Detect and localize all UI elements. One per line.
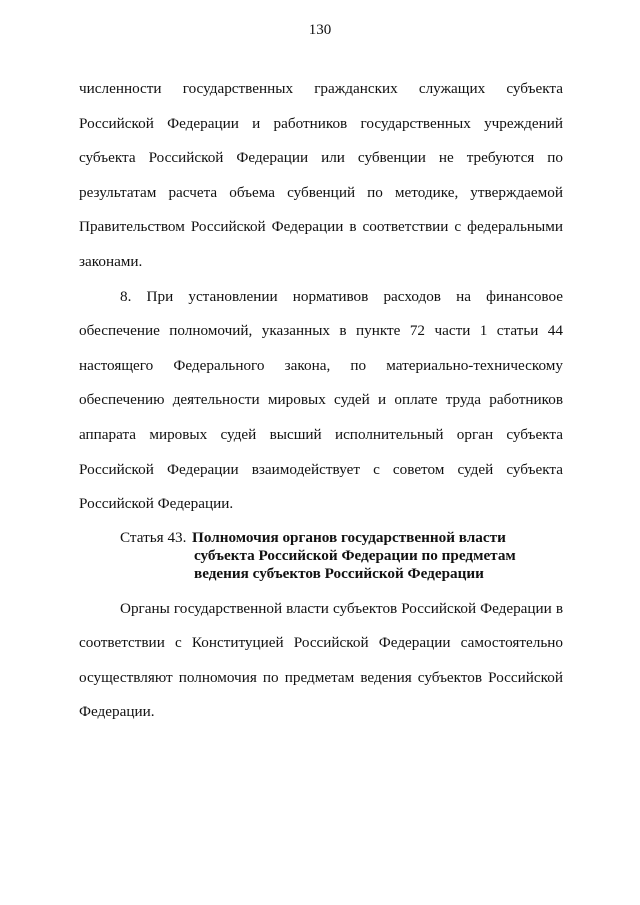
document-body [79,72,563,730]
text-line: результатам расчета объема субвенций по методике, утверждаемой [79,183,563,201]
article-heading [79,529,563,584]
text-line: аппарата мировых судей высший исполнительный орган субъекта [79,425,563,443]
paragraph-3 [79,592,563,730]
text-line: численности государственных гражданских служащих субъекта [79,80,563,97]
text-line: Российской Федерации взаимодействует с советом судей субъекта [79,460,563,478]
text-line: субъекта Российской Федерации или субвенции не требуются по [79,149,563,167]
text-line: 8. При установлении нормативов расходов на финансовое [120,287,563,305]
text-line: Органы государственной власти субъектов Российской Федерации в [120,599,563,617]
page-number: 130 [308,22,332,38]
paragraph-1 [79,72,563,280]
text-line: Российской Федерации и работников государственных учреждений [79,114,563,132]
text-line: настоящего Федерального закона, по материально-техническому [79,356,563,374]
text-line: осуществляют полномочия по предметам ведения субъектов Российской [79,668,563,686]
article-label: Статья 43. [120,528,187,546]
article-title-line: Полномочия органов государственной власти [192,528,506,546]
text-line: Федерации. [79,703,155,721]
paragraph-2 [79,280,563,522]
text-line: обеспечению деятельности мировых судей и оплате труда работников [79,391,563,409]
text-line: Российской Федерации. [79,495,234,513]
text-line: соответствии с Конституцией Российской Федерации самостоятельно [79,634,563,652]
article-title-line: ведения субъектов Российской Федерации [194,565,484,583]
text-line: обеспечение полномочий, указанных в пункте 72 части 1 статьи 44 [79,322,563,340]
text-line: Правительством Российской Федерации в соответствии с федеральными [79,218,563,236]
article-title-line: субъекта Российской Федерации по предметам [194,547,516,565]
text-line: законами. [79,252,143,270]
